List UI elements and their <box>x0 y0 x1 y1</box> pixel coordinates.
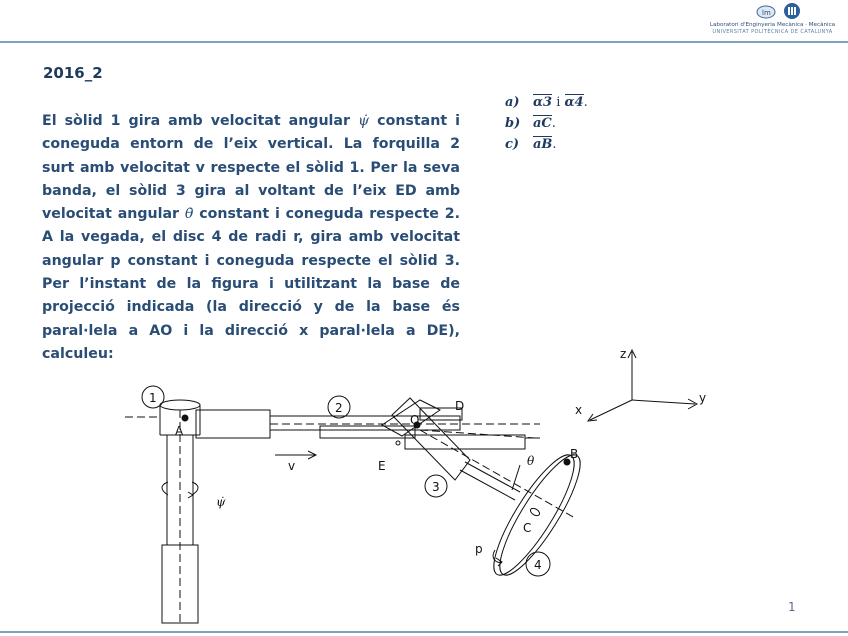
header-divider <box>0 41 848 43</box>
question-end: . <box>551 116 556 131</box>
vector-alpha3: α3 <box>533 95 553 110</box>
question-list <box>505 92 588 155</box>
label-point-E: E <box>378 459 386 473</box>
label-solid-3: 3 <box>432 480 440 494</box>
label-point-D: D <box>455 399 465 413</box>
page-number: 1 <box>788 600 796 614</box>
problem-text-part-2: constant i coneguda entorn de l’eix vertical. La forquilla 2 surt amb velocitat v respecte el sòlid 1. Per la seva banda, el sòlid 3 gira al voltant de l’eix ED amb velocitat angular <box>42 113 461 223</box>
university-name: UNIVERSITAT POLITÈCNICA DE CATALUNYA <box>712 29 833 35</box>
label-psi-dot: ψ̇ <box>216 495 226 509</box>
part-labels <box>142 386 578 576</box>
vector-aC: aC <box>533 116 552 131</box>
vector-aB: aB <box>533 137 553 152</box>
problem-statement <box>42 110 460 366</box>
svg-text:lm: lm <box>762 9 771 17</box>
label-theta: θ <box>527 454 535 468</box>
question-item <box>505 92 588 113</box>
question-end: . <box>583 95 588 110</box>
problem-text-part-1: El sòlid 1 gira amb velocitat angular <box>42 113 359 129</box>
label-solid-1: 1 <box>149 391 157 405</box>
axis-x-label: x <box>575 403 583 417</box>
footer-divider <box>0 631 848 633</box>
question-separator: i <box>552 95 565 110</box>
question-item <box>505 134 588 155</box>
question-letter: b) <box>505 116 521 131</box>
problem-text-part-3: constant i coneguda respecte 2. A la vegada, el disc 4 de radi r, gira amb velocitat angular p constant i coneguda respecte el sòlid 3. Per l’instant de la figura i utilitzant la base de projecció indicada (la direcció y de la base és paral·lela a AO i la direcció x paral·lela a DE), calculeu: <box>42 206 460 362</box>
axis-triad <box>575 347 706 421</box>
label-spin-p: p <box>475 542 483 556</box>
question-letter: a) <box>505 95 520 110</box>
label-solid-2: 2 <box>335 401 343 415</box>
axis-y-label: y <box>699 391 707 405</box>
question-letter: c) <box>505 137 520 152</box>
question-item <box>505 113 588 134</box>
page-title: 2016_2 <box>43 64 103 82</box>
mechanism-figure <box>120 340 720 625</box>
solid-1-column <box>125 400 200 623</box>
upc-logo <box>700 2 845 38</box>
psi-dot-symbol: ψ̇ <box>358 113 370 129</box>
axis-z-label: z <box>620 347 627 361</box>
label-point-O: O <box>410 413 420 427</box>
org-name: Laboratori d'Enginyeria Mecànica · Mecànica <box>709 22 836 28</box>
label-disc-4: 4 <box>534 558 542 572</box>
vector-alpha4: α4 <box>564 95 584 110</box>
fork-arm <box>196 400 540 459</box>
label-point-A: A <box>175 424 184 438</box>
theta-dot-symbol: θ̇ <box>184 206 194 223</box>
label-point-C: C <box>523 521 532 535</box>
label-point-B: B <box>570 447 579 461</box>
question-end: . <box>552 137 557 152</box>
label-velocity-v: v <box>288 459 296 473</box>
